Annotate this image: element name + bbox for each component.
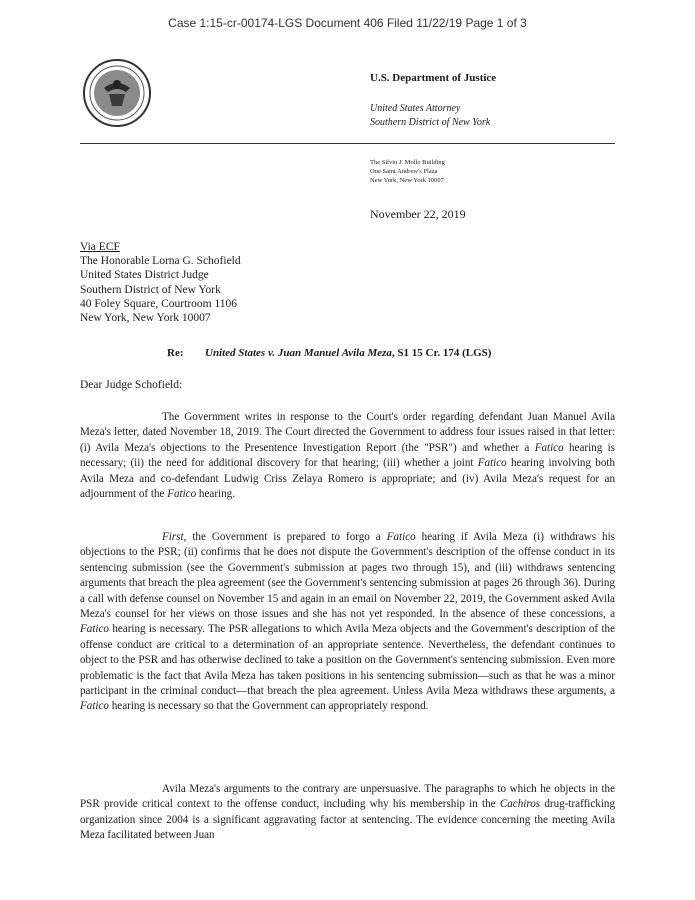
delivery-method: Via ECF bbox=[80, 241, 120, 253]
office-line-1: United States Attorney bbox=[370, 103, 461, 114]
office-name bbox=[370, 102, 490, 130]
recipient-line-5: New York, New York 10007 bbox=[80, 312, 211, 325]
office-address bbox=[370, 158, 445, 185]
recipient-line-3: Southern District of New York bbox=[80, 283, 221, 296]
doj-seal-icon bbox=[82, 58, 152, 128]
body-paragraph-2: First, the Government is prepared to forgo a Fatico hearing if Avila Meza (i) withdraws his objections to the PSR; (ii) confirms that he does not dispute the Government's description of the offense conduct in its sentencing submission (see the Government's submission at pages two through 15), and (iii) withdraws sentencing arguments that breach the plea agreement (see the Government's sentencing submission at pages 26 through 36). During a call with defense counsel on November 15 and again in an email on November 22, 2019, the Government asked Avila Meza's counsel for her views on those issues and she has not yet responded. In the absence of these concessions, a Fatico hearing is necessary. The PSR allegations to which Avila Meza objects and the Government's description of the offense conduct are critical to a determination of an appropriate sentence. Nevertheless, the defendant continues to object to the PSR and has otherwise declined to take a position on the Government's sentencing submission. Even more problematic is the fact that Avila Meza has taken positions in his sentencing submission—such as that he was a minor participant in the criminal conduct—that breach the plea agreement. Unless Avila Meza withdraws these arguments, a Fatico hearing is necessary so that the Government can appropriately respond. bbox=[80, 531, 615, 713]
body-paragraph-3: Avila Meza's arguments to the contrary are unpersuasive. The paragraphs to which he objects in the PSR provide critical context to the offense conduct, including why his membership in the Cachiros drug-trafficking organization since 2004 is a significant aggravating factor at sentencing. The evidence concerning the meeting Avila Meza facilitated between Juan bbox=[80, 783, 616, 842]
case-number: , S1 15 Cr. 174 (LGS) bbox=[391, 347, 492, 359]
letterhead-divider bbox=[80, 143, 615, 144]
department-name: U.S. Department of Justice bbox=[370, 72, 497, 84]
case-name: United States v. Juan Manuel Avila Meza bbox=[205, 347, 392, 359]
address-line-2: One Saint Andrew's Plaza bbox=[370, 168, 438, 175]
subject-label: Re: bbox=[167, 347, 184, 359]
address-line-1: The Silvio J. Mollo Building bbox=[370, 159, 445, 166]
recipient-block bbox=[80, 240, 241, 325]
recipient-line-4: 40 Foley Square, Courtroom 1106 bbox=[80, 297, 238, 310]
office-line-2: Southern District of New York bbox=[370, 117, 491, 128]
recipient-line-2: United States District Judge bbox=[80, 269, 209, 282]
subject-case bbox=[205, 347, 491, 359]
recipient-line-1: The Honorable Lorna G. Schofield bbox=[80, 255, 241, 268]
letter-date: November 22, 2019 bbox=[370, 207, 466, 221]
body-paragraph-1: The Government writes in response to the Court's order regarding defendant Juan Manuel Avila Meza's letter, dated November 18, 2019. The Court directed the Government to address four issues raised in that letter: (i) Avila Meza's objections to the Presentence Investigation Report (the "PSR") and whether a Fatico hearing is necessary; (ii) the need for additional discovery for that hearing; (iii) whether a joint Fatico hearing involving both Avila Meza and co-defendant Ludwig Criss Zelaya Romero is appropriate; and (iv) Avila Meza's request for an adjournment of the Fatico hearing. bbox=[80, 411, 616, 501]
salutation: Dear Judge Schofield: bbox=[80, 379, 183, 391]
case-header-stamp: Case 1:15-cr-00174-LGS Document 406 Filed 11/22/19 Page 1 of 3 bbox=[168, 16, 527, 30]
address-line-3: New York, New York 10007 bbox=[370, 177, 444, 184]
